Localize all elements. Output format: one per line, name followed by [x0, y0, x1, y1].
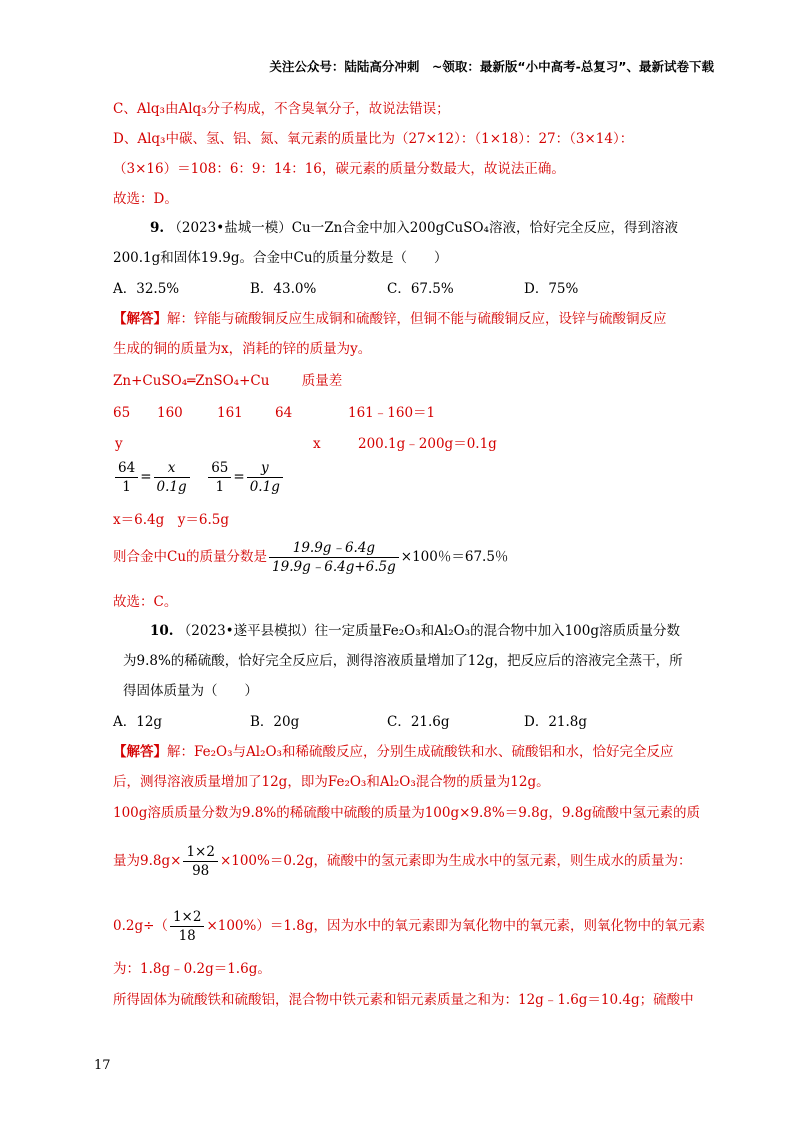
q9-answer: 故选：C。: [113, 594, 178, 610]
q9-fraction-prefix: 则合金中Cu的质量分数是: [113, 549, 268, 565]
page-number: 17: [94, 1058, 111, 1073]
q9-mass-diff: 200.1g﹣200g＝0.1g: [358, 436, 497, 452]
q9-option-a: A．32.5%: [113, 281, 180, 297]
page-header: 关注公众号：陆陆高分冲刺 ~领取：最新版“小中高考-总复习”、最新试卷下载: [269, 59, 714, 74]
q9-proportion-row: $\frac{64}{1}$ = $\frac{x}{0.1g}$ $\frac{65}{1}$ = $\frac{y}{0.1g}$: [113, 459, 285, 496]
q10-solution-line5: 0.2g÷（ $\frac{1\times 2}{18}$ ×100%）＝1.8g，因为水中的氧元素即为氧化物中的氧元素，则氧化物中的氧元素: [113, 909, 705, 944]
q9-stem-line1: [150, 219, 678, 237]
q10-jieda-label: 【解答】: [113, 744, 167, 760]
q10-solution-line6: 为：1.8g﹣0.2g＝1.6g。: [113, 961, 271, 977]
q9-option-b: B．43.0%: [250, 281, 317, 297]
q10-solution-text: 解：Fe₂O₃与Al₂O₃和稀硫酸反应，分别生成硫酸铁和水、硫酸铝和水，恰好完全反应: [167, 744, 674, 760]
q10-number: 10.: [150, 623, 174, 639]
q9-equation-row: [113, 372, 342, 390]
q9-equation: Zn+CuSO₄═ZnSO₄+Cu: [113, 373, 270, 389]
q9-number: 9.: [150, 220, 165, 236]
q9-solution-text: 解：锌能与硫酸铜反应生成铜和硫酸锌，但铜不能与硫酸铜反应，设锌与硫酸铜反应: [167, 311, 667, 327]
q10-solution-line1: [113, 743, 673, 761]
q10-option-c: C．21.6g: [387, 714, 450, 730]
q10-frac-h-18: $\frac{1\times 2}{18}$: [170, 908, 205, 945]
q9-frac-65-1: $\frac{65}{1}$: [208, 459, 231, 496]
q9-ratio-161: 161: [217, 405, 243, 421]
q10-stem-line1: [150, 622, 680, 640]
q10-option-a: A．12g: [113, 714, 163, 730]
prev-option-d-line2: （3×16）＝108：6：9：14：16，碳元素的质量分数最大，故说法正确。: [113, 161, 565, 177]
q9-frac-64-1: $\frac{64}{1}$: [115, 459, 138, 496]
q9-cu-fraction: $\frac{19.9g﹣6.4g}{19.9g﹣6.4g+6.5g}$: [269, 539, 399, 576]
q10-stem-line3: 得固体质量为（ ）: [123, 683, 258, 699]
q9-solution-line2: 生成的铜的质量为x，消耗的锌的质量为y。: [113, 341, 372, 357]
q10-solution-line2: 后，测得溶液质量增加了12g，即为Fe₂O₃和Al₂O₃混合物的质量为12g。: [113, 774, 550, 790]
q9-frac-y: $\frac{y}{0.1g}$: [247, 459, 283, 496]
q9-option-c: C．67.5%: [387, 281, 454, 297]
q9-ratio-diff: 161﹣160＝1: [348, 405, 436, 421]
q10-options: [113, 713, 587, 731]
q10-solution-line4: 量为9.8g× $\frac{1\times 2}{98}$ ×100%＝0.2g，硫酸中的氢元素即为生成水中的氢元素，则生成水的质量为：: [113, 844, 692, 879]
q9-options: [113, 280, 578, 298]
q10-frac-h-98: $\frac{1\times 2}{98}$: [183, 843, 218, 880]
q9-fraction-suffix: ×100％＝67.5％: [400, 549, 509, 565]
q9-option-d: D．75%: [524, 281, 579, 297]
q9-equation-label: 质量差: [301, 373, 343, 389]
q10-stem-text: （2023•遂平县模拟）往一定质量Fe₂O₃和Al₂O₃的混合物中加入100g溶质质量分数: [177, 623, 680, 639]
prev-option-c: C、Alq₃由Alq₃分子构成，不含臭氧分子，故说法错误；: [113, 101, 450, 117]
q9-ratio-160: 160: [157, 405, 183, 421]
q10-solution-line3: 100g溶质质量分数为9.8%的稀硫酸中硫酸的质量为100g×9.8%＝9.8g，9.8g硫酸中氢元素的质: [113, 805, 700, 821]
q9-jieda-label: 【解答】: [113, 311, 167, 327]
q9-var-y: y: [115, 436, 123, 452]
q10-stem-line2: 为9.8%的稀硫酸，恰好完全反应后，测得溶液质量增加了12g，把反应后的溶液完全蒸干，所: [123, 653, 683, 669]
q10-option-b: B．20g: [250, 714, 300, 730]
prev-option-d-line1: D、Alq₃中碳、氢、铝、氮、氧元素的质量比为（27×12）：（1×18）：27：（3×14）：: [113, 131, 634, 147]
q9-var-x: x: [313, 436, 321, 452]
q9-xy-result: x＝6.4g y＝6.5g: [113, 512, 229, 528]
q9-ratio-64: 64: [275, 405, 293, 421]
q9-stem-text: （2023•盐城一模）Cu一Zn合金中加入200gCuSO₄溶液，恰好完全反应，得到溶液: [168, 220, 678, 236]
q10-solution-line7: 所得固体为硫酸铁和硫酸铝，混合物中铁元素和铝元素质量之和为：12g﹣1.6g＝10.4g；硫酸中: [113, 992, 694, 1008]
q9-frac-x: $\frac{x}{0.1g}$: [154, 459, 190, 496]
q10-option-d: D．21.8g: [524, 714, 588, 730]
q9-stem-line2: 200.1g和固体19.9g。合金中Cu的质量分数是（ ）: [113, 250, 448, 266]
prev-answer: 故选：D。: [113, 191, 178, 207]
q9-fraction-row: [113, 539, 508, 576]
q9-ratio-65: 65: [113, 405, 131, 421]
q9-solution-line1: [113, 310, 667, 328]
